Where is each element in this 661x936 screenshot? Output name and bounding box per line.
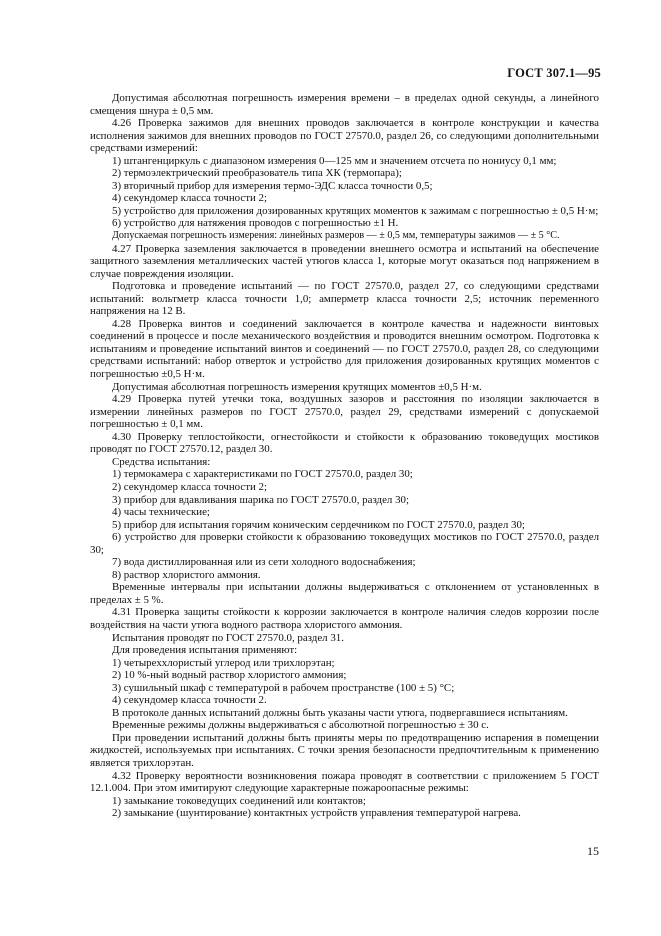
paragraph: 3) вторичный прибор для измерения термо-ЭДС класса точности 0,5; bbox=[112, 179, 433, 192]
paragraph: 4.32 Проверку вероятности возникновения пожара проводят в соответствии с приложением 5 ГОСТ 12.1.004. При этом имитируют следующие характерные пожароопасные режимы: bbox=[90, 769, 599, 795]
paragraph: 6) устройство для проверки стойкости к образованию токоведущих мостиков по ГОСТ 27570.0, раздел 30; bbox=[90, 531, 599, 556]
paragraph: 2) замыкание (шунтирование) контактных устройств управления температурой нагрева. bbox=[112, 807, 521, 820]
document-code-header: ГОСТ 307.1—95 bbox=[507, 66, 601, 80]
paragraph: 4.31 Проверка защиты стойкости к коррозии заключается в контроле наличия следов коррозии после воздействия на части утюга водного раствора хлористого аммония. bbox=[90, 606, 599, 631]
paragraph: 5) прибор для испытания горячим коническим сердечником по ГОСТ 27570.0, раздел 30; bbox=[112, 518, 525, 531]
paragraph: Допустимая абсолютная погрешность измерения времени – в пределах одной секунды, а линейного смещения шнура ± 0,5 мм. bbox=[90, 92, 599, 117]
paragraph: 2) 10 %-ный водный раствор хлористого аммония; bbox=[112, 669, 347, 682]
paragraph: 2) секундомер класса точности 2; bbox=[112, 480, 268, 493]
paragraph: 4) секундомер класса точности 2. bbox=[112, 694, 267, 707]
paragraph: В протоколе данных испытаний должны быть указаны части утюга, подвергавшиеся испытаниям. bbox=[112, 706, 568, 719]
paragraph: 7) вода дистиллированная или из сети холодного водоснабжения; bbox=[112, 556, 416, 569]
paragraph: Средства испытания: bbox=[112, 455, 211, 468]
paragraph: 4.28 Проверка винтов и соединений заключается в контроле качества и надежности винтовых соединений в процессе и после механического воздействия и проводится внешним осмотром. Подготовка к испытаниям и проведение испытаний винтов и соединений — по ГОСТ 27570.0, раздел 28, со следующими средствами испытаний: набор отверток и устройство для приложения дозированных крутящих моментов с погрешностью ±0,5 Н·м. bbox=[90, 317, 599, 381]
paragraph: Временные режимы должны выдерживаться с абсолютной погрешностью ± 30 с. bbox=[112, 719, 489, 732]
paragraph: 4.30 Проверку теплостойкости, огнестойкости и стойкости к образованию токоведущих мостиков проводят по ГОСТ 27570.12, раздел 30. bbox=[90, 430, 599, 456]
paragraph: 1) термокамера с характеристиками по ГОСТ 27570.0, раздел 30; bbox=[112, 468, 413, 481]
paragraph: 3) сушильный шкаф с температурой в рабочем пространстве (100 ± 5) °С; bbox=[112, 681, 455, 694]
paragraph: 4) часы технические; bbox=[112, 506, 210, 519]
paragraph: Для проведения испытания применяют: bbox=[112, 644, 298, 657]
paragraph: 5) устройство для приложения дозированных крутящих моментов к зажимам с погрешностью ± 0,5 Н·м; bbox=[112, 204, 599, 217]
paragraph: При проведении испытаний должны быть приняты меры по предотвращению испарения в помещении жидкостей, используемых при испытаниях. С точки зрения безопасности предпочтительным к применению является трихлорэтан. bbox=[90, 731, 599, 769]
paragraph: 1) четыреххлористый углерод или трихлорэтан; bbox=[112, 656, 335, 669]
paragraph: Допустимая абсолютная погрешность измерения крутящих моментов ±0,5 Н·м. bbox=[112, 380, 482, 393]
paragraph: 1) штангенциркуль с диапазоном измерения 0—125 мм и значением отсчета по нониусу 0,1 мм; bbox=[112, 154, 557, 167]
paragraph: 4.27 Проверка заземления заключается в проведении внешнего осмотра и испытаний на обеспечение защитного заземления металлических частей утюгов класса 1, которые могут оказаться под напряжением в случае повреждения изоляции. bbox=[90, 242, 599, 280]
paragraph: 4.29 Проверка путей утечки тока, воздушных зазоров и расстояния по изоляции заключается в измерении линейных размеров по ГОСТ 27570.0, раздел 29, средствами измерений с допускаемой погрешностью ± 0,1 мм. bbox=[90, 393, 599, 431]
paragraph: Испытания проводят по ГОСТ 27570.0, раздел 31. bbox=[112, 631, 344, 644]
paragraph: Временные интервалы при испытании должны выдерживаться с отклонением от установленных в пределах ± 5 %. bbox=[90, 581, 599, 606]
paragraph: 2) термоэлектрический преобразователь типа ХК (термопара); bbox=[112, 167, 402, 180]
paragraph: 3) прибор для вдавливания шарика по ГОСТ 27570.0, раздел 30; bbox=[112, 493, 409, 506]
paragraph: 4) секундомер класса точности 2; bbox=[112, 192, 268, 205]
paragraph: 8) раствор хлористого аммония. bbox=[112, 568, 261, 581]
paragraph: 1) замыкание токоведущих соединений или контактов; bbox=[112, 794, 366, 807]
paragraph: 6) устройство для натяжения проводов с погрешностью ±1 Н. bbox=[112, 217, 399, 230]
paragraph: Подготовка и проведение испытаний — по ГОСТ 27570.0, раздел 27, со следующими средствами испытаний: вольтметр класса точности 1,0; амперметр класса точности 2,5; источник переменного напряжения на 12 В. bbox=[90, 280, 599, 318]
page-number: 15 bbox=[587, 844, 599, 858]
document-body bbox=[90, 92, 599, 820]
paragraph: Допускаемая погрешность измерения: линейных размеров — ± 0,5 мм, температуры зажимов — ± 5 °С. bbox=[112, 230, 560, 242]
paragraph: 4.26 Проверка зажимов для внешних проводов заключается в контроле конструкции и качества исполнения зажимов для внешних проводов по ГОСТ 27570.0, раздел 26, со следующими дополнительными средствами измерений: bbox=[90, 117, 599, 155]
